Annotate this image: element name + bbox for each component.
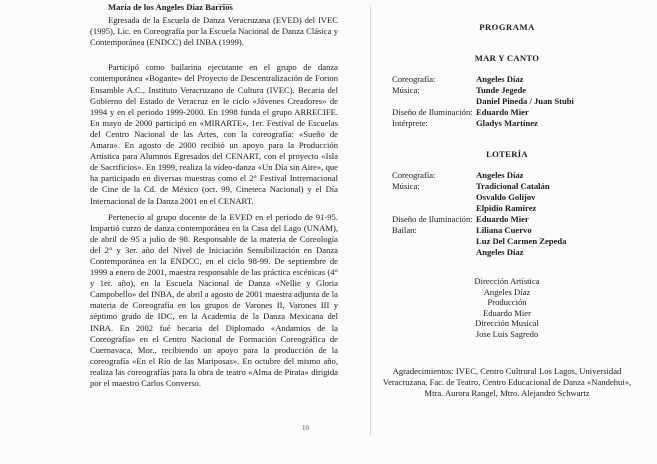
bio-paragraph-1: Egresada de la Escuela de Danza Veracruzana (EVED) del IVEC (1995), Lic. en Coreografía por la Escuela Nacional de Danza Clásica y Contemporánea (ENDCC) del INBA (1999). xyxy=(90,15,338,48)
credit-name: Elpidio Ramírez xyxy=(476,203,537,213)
piece-title-loteria: LOTERÍA xyxy=(486,149,528,159)
page-number: 10 xyxy=(302,424,309,432)
credit-role: Música: xyxy=(392,181,420,191)
credit-role: Diseño de Iluminación: xyxy=(392,214,473,224)
credit-role: Coreografía: xyxy=(392,170,436,180)
credit-role-spacer xyxy=(376,236,476,247)
credit-name: Luz Del Carmen Zepeda xyxy=(476,236,567,246)
credit-name: Tradicional Catalán xyxy=(476,181,550,191)
credit-name: Daniel Pineda / Juan Stubi xyxy=(476,96,574,106)
credit-role: Bailan: xyxy=(392,225,417,235)
credits-loteria xyxy=(376,170,638,258)
credit-name: Liliana Cuervo xyxy=(476,225,532,235)
credits-mar-y-canto xyxy=(376,74,638,129)
staff-line: Eduardo Mier xyxy=(483,307,531,318)
biography-name: María de los Angeles Díaz Barrios xyxy=(108,2,233,12)
staff-line: Angeles Díaz xyxy=(483,286,531,297)
credit-name: Angeles Díaz xyxy=(476,170,524,180)
credit-role: Intérprete: xyxy=(392,118,428,128)
page-fold xyxy=(370,6,371,436)
credit-name: Eduardo Mier xyxy=(476,107,529,117)
piece-title-mar-y-canto: MAR Y CANTO xyxy=(474,53,540,63)
staff-line: Producción xyxy=(487,297,527,308)
staff-credits xyxy=(376,276,638,340)
credit-name: Osvaldo Golijov xyxy=(476,192,536,202)
program-title: PROGRAMA xyxy=(479,22,535,32)
biography-column xyxy=(90,2,338,394)
credit-role: Diseño de Iluminación: xyxy=(392,107,473,117)
credit-role-spacer xyxy=(376,203,476,214)
bio-paragraph-2: Participó como bailarina ejecutante en el grupo de danza contemporánea «Bogante» del Proyecto de Descentralización de Forion Ensamble A.C., Instituto Veracruzano de Cultura (IVEC). Becaria del Gobierno del Estado de Veracruz en le ciclo «Jóvenes Creadores» de 1994 y en el periodo 1999-2000. En 1998 funda el grupo ARRECIFE. En mayo de 2000 participó en «MIRARTE», 1er. Festival de Escuelas del Centro Nacional de las Artes, con la coreografía: «Sueño de Amara». En agosto de 2000 recibió un apoyo para la Producción Artística para Alumnos Egresados del CENART, con el proyecto «Isla de Sacrificios». En 1999, realiza la vídeo-danza «Un Día sin Aire», que ha participado en diversas muestras como el 2° Festival Intrernacional de Cine de la Cd. de México (oct. 99, Cineteca Nacional) y el Día Internacional de la Danza 2001 en el CENART. xyxy=(90,62,338,206)
staff-line: Dirección Artística xyxy=(474,276,540,286)
bio-paragraph-3: Pertenecío al grupo docente de la EVED en el período de 91-95. Impartió curzo de danza contemporánea en la Casa del Lago (UNAM), de abril de 95 a julio de 98. Responsable de la materia de Coreología del 2° y 3er. año del Nivel de Iniciación Sensibilización en Danza Contemporánea en la ENDCC, en el ciclo 98-99. De septiembre de 1999 a enero de 2001, maestra responsable de las práctica escénicas (4° y 1er. año), en la Escuela Nacional de Danza «Nellie y Gloria Campobello» del INBA, de abril a agosto de 2001 maestra adjunta de la materia de Coreografía en los grupos de Varones II, Varones III y séptimo grado de IDC, en la Academia de la Danza Mexicana del INBA. En 2002 fué becaria del Diplomado «Andamios de la Coreografía» en el Centro Nacional de Formación Coreográfica de Cuernavaca, Mor., recibiendo un apoyo para la producción de la coreografía «En el Río de las Mariposas». En octubre del mismo año, realiza las coreografías para la obra de teatro «Alma de Pirata» dirigida por el maestro Carlos Converso. xyxy=(90,211,338,388)
staff-line: Dirección Musical xyxy=(475,318,539,329)
acknowledgements: Agradecimientos: IVEC, Centro Cultrural Los Lagos, Universidad Veracruzana, Fac. de Teatro, Centro Educacional de Danza «Nandehui», Mtra. Aurora Rangel, Mtro. Alejandro Schwartz xyxy=(382,365,632,398)
credit-name: Gladys Martínez xyxy=(476,118,538,128)
credit-name: Angeles Díaz xyxy=(476,74,524,84)
credit-name: Angeles Díaz xyxy=(476,247,524,257)
program-column xyxy=(376,18,638,399)
staff-line: Jose Luis Sagredo xyxy=(475,328,539,339)
credit-role: Coreografía: xyxy=(392,74,436,84)
credit-name: Eduardo Mier xyxy=(476,214,529,224)
credit-role-spacer xyxy=(376,247,476,258)
credit-name: Tunde Jegede xyxy=(476,85,527,95)
credit-role-spacer xyxy=(376,192,476,203)
credit-role-spacer xyxy=(376,96,476,107)
credit-role: Música: xyxy=(392,85,420,95)
